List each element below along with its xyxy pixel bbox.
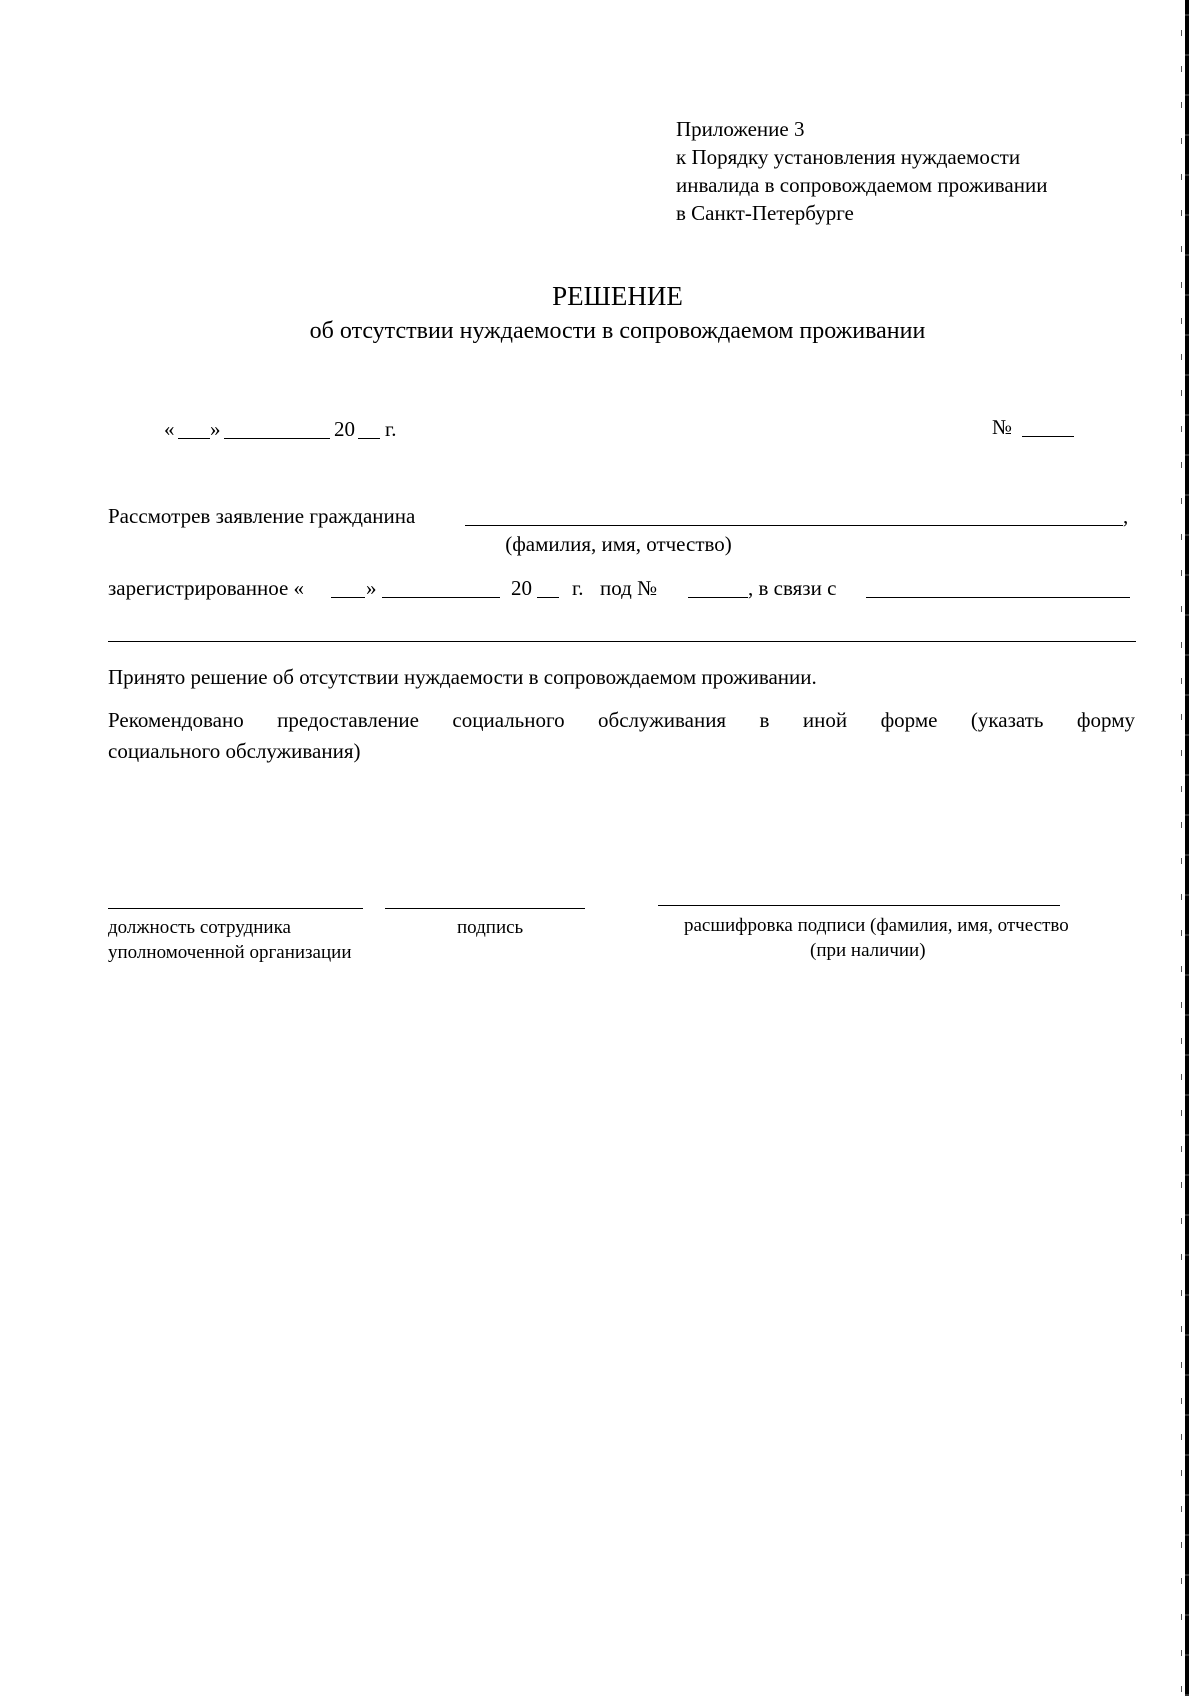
fio-hint: (фамилия, имя, отчество) [505,532,732,556]
registered-year-prefix: 20 [511,576,532,600]
registered-year-blank [537,597,559,598]
date-year-prefix: 20 [334,417,355,441]
scan-edge-artifact [1185,0,1189,1696]
citizen-name-blank [465,525,1123,526]
date-month-blank [224,438,330,439]
registered-day-blank [331,597,365,598]
position-label-line-1: должность сотрудника [108,917,291,938]
decoding-signature-line [658,905,1060,906]
appendix-line-4: в Санкт-Петербурге [676,201,854,225]
reason-continuation-blank [108,641,1136,642]
registered-close-quote: » [366,576,377,600]
decision-text: Принято решение об отсутствии нуждаемости в сопровождаемом проживании. [108,665,817,689]
document-title: РЕШЕНИЕ [552,281,683,311]
recommendation-line-1: Рекомендовано предоставление социального обслуживания в иной форме (указать форму [108,708,1135,732]
registration-number-blank [688,597,748,598]
appendix-line-2: к Порядку установления нуждаемости [676,145,1021,169]
registered-month-blank [382,597,500,598]
scan-edge-artifact-thin [1181,0,1182,1696]
considered-comma: , [1123,504,1129,528]
registered-label: зарегистрированное « [108,576,305,600]
decoding-label-line-2: (при наличии) [810,940,926,961]
date-open-quote: « [164,417,175,441]
date-day-blank [178,438,210,439]
date-close-quote: » [210,417,221,441]
under-number-label: под № [600,576,658,600]
appendix-line-1: Приложение 3 [676,117,805,141]
number-blank [1022,436,1074,437]
recommendation-line-2: социального обслуживания) [108,739,361,763]
decoding-label-line-1: расшифровка подписи (фамилия, имя, отчество [684,915,1069,936]
appendix-line-3: инвалида в сопровождаемом проживании [676,173,1048,197]
position-signature-line [108,908,363,909]
date-year-blank [358,438,380,439]
registered-year-suffix: г. [572,576,584,600]
in-connection-label: , в связи с [748,576,837,600]
considered-label: Рассмотрев заявление гражданина [108,504,416,528]
signature-label: подпись [457,917,524,938]
number-sign: № [992,415,1013,439]
reason-blank [866,597,1130,598]
document-subtitle: об отсутствии нуждаемости в сопровождаемом проживании [309,318,926,344]
position-label-line-2: уполномоченной организации [108,942,352,963]
date-year-suffix: г. [385,417,397,441]
signature-line [385,908,585,909]
